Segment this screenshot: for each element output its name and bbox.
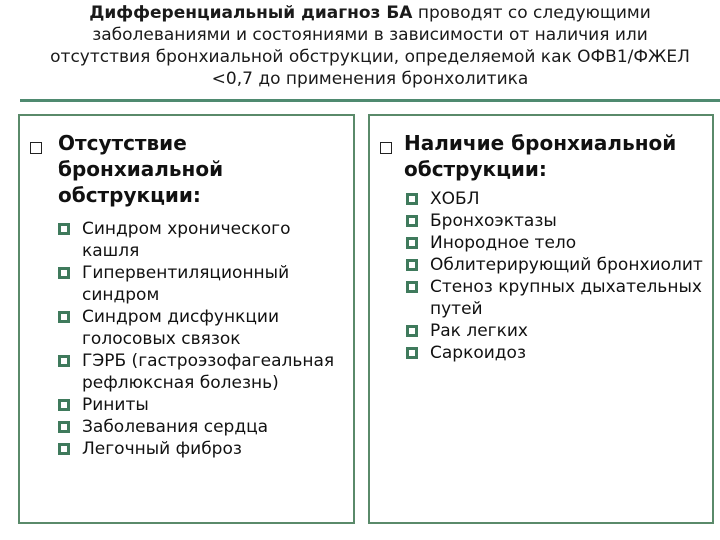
right-list — [406, 188, 706, 364]
list-item — [406, 254, 706, 276]
square-bullet-icon — [58, 267, 70, 279]
list-item — [406, 210, 706, 232]
square-bullet-icon — [406, 325, 418, 337]
square-bullet-icon — [406, 281, 418, 293]
square-bullet-icon — [58, 311, 70, 323]
square-bullet-icon — [406, 259, 418, 271]
list-item — [406, 232, 706, 254]
list-item-label: Риниты — [82, 395, 149, 415]
list-item — [406, 276, 706, 320]
square-bullet-icon — [58, 443, 70, 455]
list-item — [406, 342, 706, 364]
list-item — [58, 306, 348, 350]
list-item-label: Синдром дисфункции голосовых связок — [82, 307, 280, 349]
left-list — [58, 218, 348, 460]
list-item — [406, 320, 706, 342]
list-item-label: Легочный фиброз — [82, 439, 242, 459]
list-item — [58, 218, 348, 262]
square-bullet-icon — [58, 355, 70, 367]
list-item — [58, 438, 348, 460]
title-bold: Дифференциальный диагноз БА — [89, 3, 413, 23]
list-item-label: Стеноз крупных дыхательных путей — [430, 277, 702, 319]
list-item-label: ХОБЛ — [430, 189, 480, 209]
list-item — [58, 416, 348, 438]
title-rest: проводят со следующими заболеваниями и состояниями в зависимости от наличия или отсутствия бронхиальной обструкции, определяемой как ОФВ1/ФЖЕЛ <0,7 до применения бронхолитика — [50, 3, 690, 89]
left-square-bullet-icon — [30, 142, 42, 154]
list-item-label: Инородное тело — [430, 233, 577, 253]
list-item — [58, 350, 348, 394]
list-item — [58, 262, 348, 306]
left-heading: Отсутствие бронхиальной обструкции: — [58, 131, 224, 207]
right-heading: Наличие бронхиальной обструкции: — [404, 131, 677, 181]
title-divider — [20, 99, 720, 102]
list-item — [406, 188, 706, 210]
list-item-label: Синдром хронического кашля — [82, 219, 291, 261]
square-bullet-icon — [58, 399, 70, 411]
list-item-label: Заболевания сердца — [82, 417, 269, 437]
list-item-label: Рак легких — [430, 321, 528, 341]
square-bullet-icon — [58, 223, 70, 235]
list-item-label: Бронхоэктазы — [430, 211, 557, 231]
list-item-label: ГЭРБ (гастроэзофагеальная рефлюксная болезнь) — [82, 351, 335, 393]
list-item-label: Саркоидоз — [430, 343, 526, 363]
list-item-label: Облитерирующий бронхиолит — [430, 255, 703, 275]
list-item — [58, 394, 348, 416]
square-bullet-icon — [406, 215, 418, 227]
slide-title — [40, 2, 700, 90]
square-bullet-icon — [406, 193, 418, 205]
list-item-label: Гипервентиляционный синдром — [82, 263, 290, 305]
square-bullet-icon — [406, 237, 418, 249]
right-square-bullet-icon — [380, 142, 392, 154]
square-bullet-icon — [58, 421, 70, 433]
square-bullet-icon — [406, 347, 418, 359]
